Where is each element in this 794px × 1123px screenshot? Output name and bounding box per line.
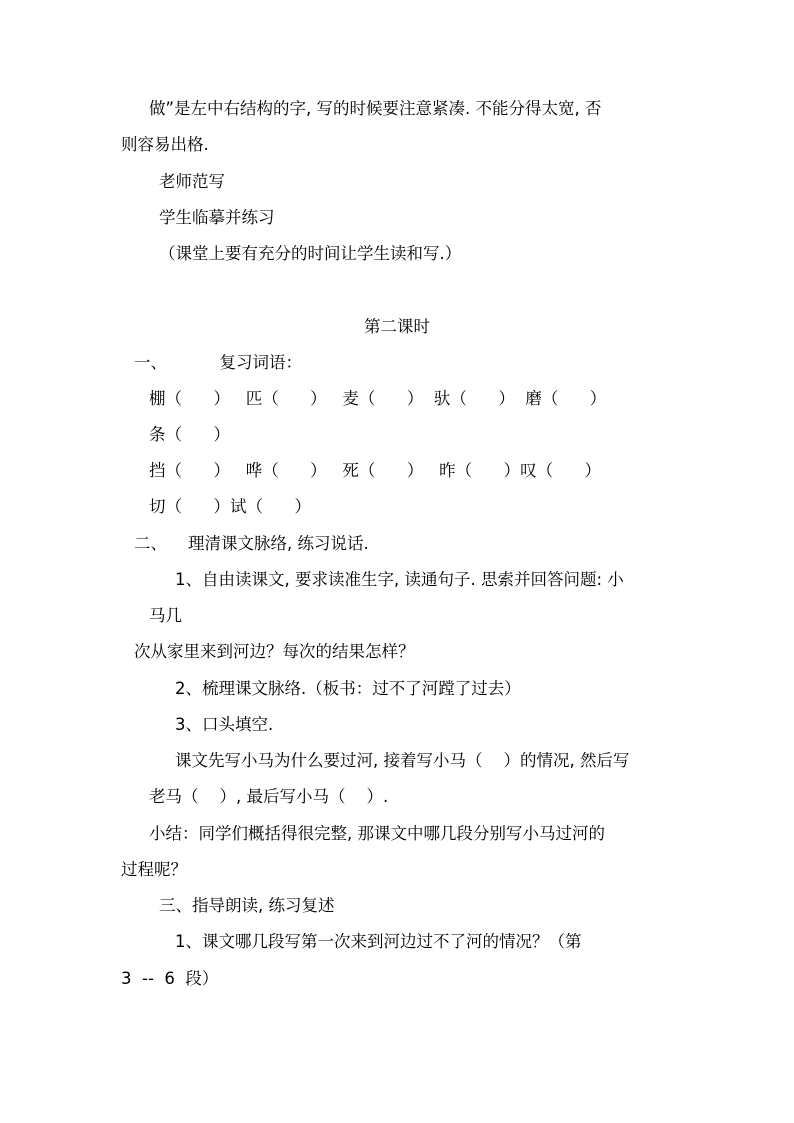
- question-1-line-a: 1、自由读课文, 要求读准生字, 读通句子. 思索并回答问题: 小: [175, 570, 624, 589]
- vocab-row-2: 条（ ）: [149, 425, 230, 444]
- lesson-title: 第二课时: [364, 317, 430, 336]
- fill-blank-line-1: 课文先写小马为什么要过河, 接着写小马（ ）的情况, 然后写: [175, 751, 630, 770]
- question-3: 3、口头填空.: [175, 715, 274, 734]
- question-2: 2、梳理课文脉络.（板书：过不了河蹚了过去）: [175, 679, 521, 698]
- text-line-5: （课堂上要有充分的时间让学生读和写.）: [159, 244, 462, 263]
- reading-question-line-1: 1、课文哪几段写第一次来到河边过不了河的情况？（第: [175, 932, 582, 951]
- text-line-1: 做”是左中右结构的字, 写的时候要注意紧凑. 不能分得太宽, 否: [149, 99, 602, 118]
- question-1-line-c: 次从家里来到河边？每次的结果怎样？: [134, 642, 415, 661]
- vocab-row-1: 棚（ ） 匹（ ） 麦（ ） 驮（ ） 磨（ ）: [149, 389, 607, 408]
- section-heading-1: 一、 复习词语：: [134, 353, 302, 372]
- section-heading-3: 三、指导朗读, 练习复述: [159, 896, 335, 915]
- vocab-row-4: 切（ ）试（ ）: [149, 497, 311, 516]
- reading-question-line-2: 3 -- 6 段）: [121, 969, 219, 988]
- question-1-line-b: 马几: [149, 606, 182, 625]
- text-line-2: 则容易出格.: [121, 135, 209, 154]
- text-line-4: 学生临摹并练习: [159, 208, 275, 227]
- summary-line-2: 过程呢？: [121, 860, 187, 879]
- fill-blank-line-2: 老马（ ）, 最后写小马（ ）.: [149, 787, 389, 806]
- section-heading-2: 二、 理清课文脉络, 练习说话.: [134, 534, 369, 553]
- text-line-3: 老师范写: [159, 172, 225, 191]
- summary-line-1: 小结：同学们概括得很完整, 那课文中哪几段分别写小马过河的: [149, 824, 605, 843]
- vocab-row-3: 挡（ ） 哗（ ） 死（ ） 昨（ ）叹（ ）: [149, 461, 602, 480]
